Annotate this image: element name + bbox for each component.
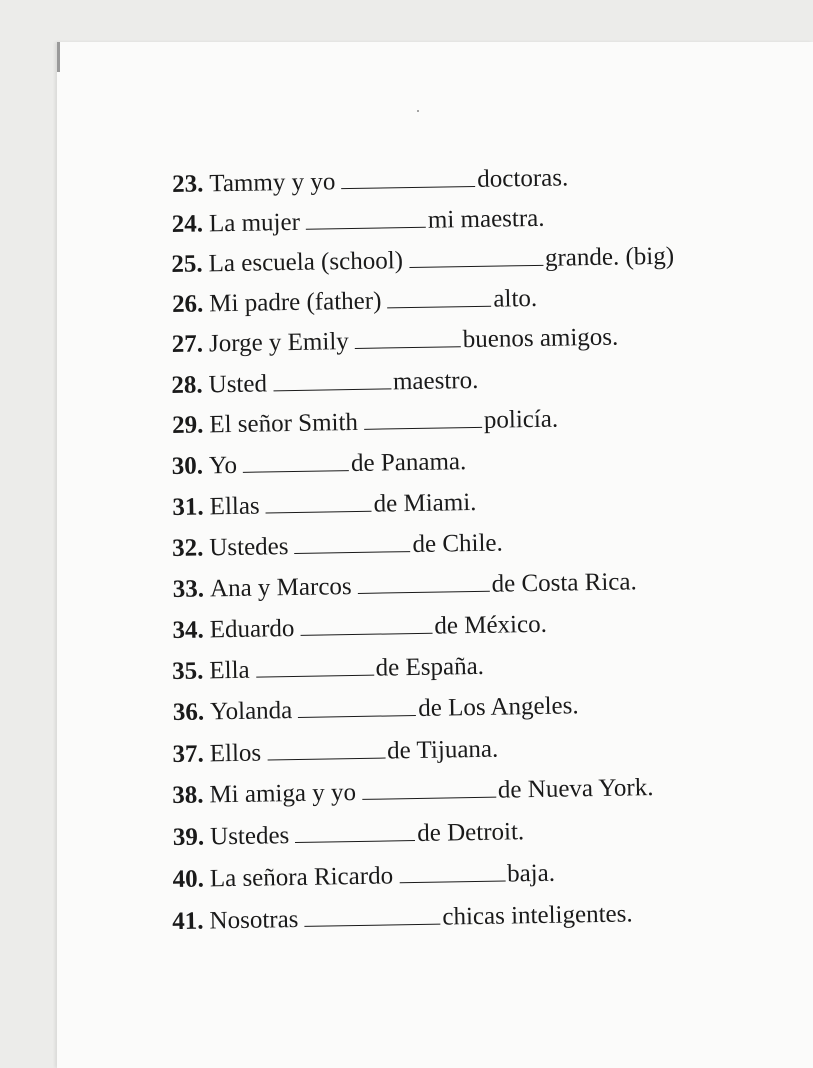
item-number: 38.: [171, 781, 204, 810]
exercise-item-38: [172, 775, 654, 808]
item-completion: de Detroit.: [417, 818, 525, 847]
answer-blank[interactable]: [399, 863, 505, 884]
item-subject: Yo: [208, 451, 238, 480]
exercise-item-39: [173, 819, 525, 850]
item-number: 39.: [172, 823, 205, 852]
item-number: 33.: [172, 575, 205, 604]
exercise-item-35: [172, 654, 484, 684]
item-subject: Jorge y Emily: [208, 328, 349, 358]
item-number: 34.: [172, 616, 204, 645]
item-completion: de Miami.: [373, 488, 477, 518]
item-number: 35.: [171, 657, 204, 686]
item-number: 27.: [171, 330, 204, 358]
exercise-item-33: [173, 569, 637, 602]
item-subject: Mi amiga y yo: [209, 779, 357, 809]
answer-blank[interactable]: [273, 370, 391, 391]
answer-blank[interactable]: [357, 573, 489, 594]
exercise-item-32: [172, 531, 503, 561]
item-number: 30.: [171, 452, 204, 481]
answer-blank[interactable]: [243, 452, 349, 473]
answer-blank[interactable]: [294, 533, 410, 554]
item-completion: policía.: [483, 405, 559, 434]
item-completion: de Los Angeles.: [418, 692, 579, 722]
answer-blank[interactable]: [364, 409, 482, 430]
exercise-item-26: [172, 286, 538, 317]
item-subject: Ellas: [209, 492, 260, 521]
item-subject: Yolanda: [209, 697, 293, 726]
item-completion: buenos amigos.: [462, 323, 619, 354]
item-number: 24.: [171, 210, 204, 238]
answer-blank[interactable]: [265, 493, 371, 514]
item-completion: de Panama.: [350, 448, 467, 478]
item-subject: Ana y Marcos: [209, 573, 352, 603]
item-number: 23.: [171, 170, 204, 198]
item-completion: de Chile.: [412, 529, 503, 559]
item-number: 28.: [171, 371, 203, 400]
answer-blank[interactable]: [295, 822, 415, 843]
exercise-item-27: [172, 325, 619, 357]
exercise-item-40: [172, 861, 555, 892]
item-number: 29.: [171, 411, 204, 439]
item-subject: Usted: [208, 370, 268, 399]
answer-blank[interactable]: [387, 288, 491, 309]
item-completion: alto.: [493, 284, 538, 313]
exercise-item-29: [172, 407, 559, 438]
item-subject: La señora Ricardo: [209, 862, 394, 893]
item-subject: Tammy y yo: [209, 168, 336, 198]
exercise-item-24: [172, 206, 545, 237]
item-subject: Ellos: [209, 739, 262, 768]
answer-blank[interactable]: [409, 247, 543, 268]
item-completion: de Costa Rica.: [491, 568, 637, 598]
item-completion: grande. (big): [544, 242, 675, 272]
exercise-item-30: [172, 449, 467, 479]
answer-blank[interactable]: [300, 615, 432, 636]
item-completion: de Nueva York.: [497, 774, 654, 804]
answer-blank[interactable]: [267, 740, 385, 761]
answer-blank[interactable]: [362, 779, 496, 800]
item-completion: maestro.: [392, 366, 479, 396]
item-number: 31.: [172, 493, 204, 522]
item-number: 40.: [172, 865, 205, 894]
item-completion: doctoras.: [477, 164, 569, 193]
item-subject: La escuela (school): [208, 247, 404, 278]
exercise-item-28: [171, 368, 478, 398]
item-completion: baja.: [506, 859, 556, 888]
item-completion: de España.: [375, 652, 485, 682]
item-completion: de Tijuana.: [386, 735, 499, 765]
answer-blank[interactable]: [355, 328, 461, 349]
exercise-item-37: [172, 737, 498, 767]
item-number: 41.: [172, 907, 204, 936]
item-number: 36.: [172, 698, 205, 727]
answer-blank[interactable]: [304, 906, 440, 927]
exercise-item-25: [171, 244, 674, 277]
item-number: 26.: [171, 290, 204, 318]
answer-blank[interactable]: [306, 209, 426, 230]
item-number: 32.: [171, 534, 204, 563]
item-subject: Ustedes: [209, 533, 289, 562]
item-subject: El señor Smith: [209, 408, 359, 439]
item-subject: Ella: [209, 656, 250, 685]
answer-blank[interactable]: [255, 657, 373, 678]
answer-blank[interactable]: [298, 697, 416, 718]
item-completion: mi maestra.: [427, 204, 545, 234]
exercise-item-41: [172, 901, 633, 934]
item-subject: Ustedes: [209, 822, 290, 851]
item-number: 37.: [172, 740, 204, 769]
item-subject: La mujer: [208, 208, 301, 238]
item-number: 25.: [171, 250, 203, 278]
exercise-item-36: [173, 693, 579, 725]
answer-blank[interactable]: [341, 168, 475, 189]
item-completion: chicas inteligentes.: [442, 900, 633, 931]
item-subject: Eduardo: [209, 615, 295, 644]
item-subject: Nosotras: [209, 905, 299, 935]
item-completion: de México.: [434, 610, 548, 640]
item-subject: Mi padre (father): [209, 287, 382, 318]
exercise-item-34: [172, 612, 547, 643]
exercise-item-23: [172, 165, 569, 197]
exercise-item-31: [172, 490, 476, 520]
